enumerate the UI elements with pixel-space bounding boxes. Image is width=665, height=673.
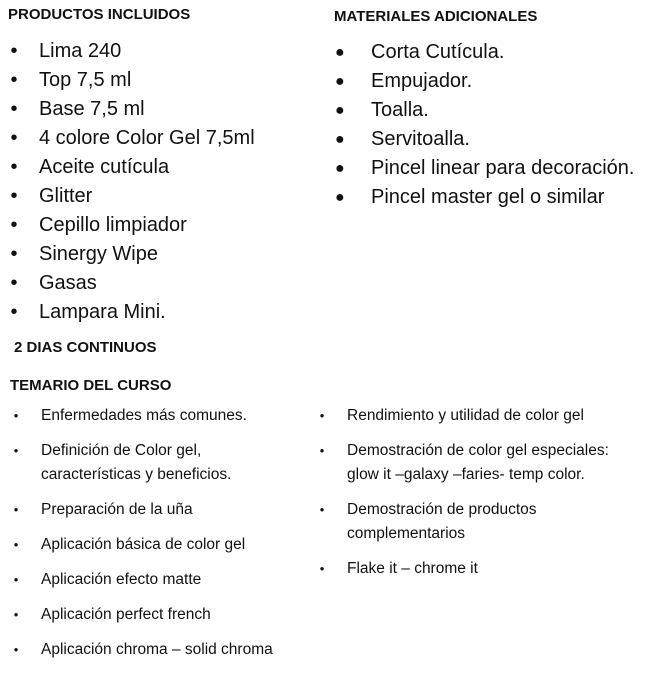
temario-item: Aplicación perfect french xyxy=(41,606,211,623)
bullet-icon: • xyxy=(13,443,19,458)
list-item xyxy=(9,182,255,211)
materiales-item: Toalla. xyxy=(371,99,429,121)
bullet-icon: • xyxy=(10,69,18,91)
list-item xyxy=(9,124,255,153)
temario-item: Demostración de color gel especiales: xyxy=(347,442,609,459)
materiales-item: Empujador. xyxy=(371,70,473,92)
list-item xyxy=(9,153,255,182)
list-item xyxy=(12,404,273,428)
list-item xyxy=(335,67,635,96)
productos-item: 4 colore Color Gel 7,5ml xyxy=(39,127,255,149)
list-item xyxy=(9,269,255,298)
list-item xyxy=(9,211,255,240)
materiales-item: Corta Cutícula. xyxy=(371,41,505,63)
bullet-icon: • xyxy=(319,502,325,517)
list-item xyxy=(12,498,273,522)
bullet-icon: • xyxy=(319,561,325,576)
list-item xyxy=(12,533,273,557)
temario-col1-list xyxy=(12,404,273,662)
productos-item: Sinergy Wipe xyxy=(39,243,158,265)
temario-item: Aplicación efecto matte xyxy=(41,571,202,588)
duracion-heading: 2 DIAS CONTINUOS xyxy=(14,339,157,356)
bullet-icon: • xyxy=(13,537,19,552)
bullet-icon: ● xyxy=(335,73,345,90)
list-item xyxy=(318,404,609,428)
productos-heading: PRODUCTOS INCLUIDOS xyxy=(8,6,191,23)
productos-item: Top 7,5 ml xyxy=(39,69,132,91)
temario-item-cont: características y beneficios. xyxy=(41,466,232,483)
bullet-icon: • xyxy=(13,642,19,657)
bullet-icon: ● xyxy=(335,44,345,61)
temario-item: Rendimiento y utilidad de color gel xyxy=(347,407,584,424)
temario-item: Demostración de productos xyxy=(347,501,537,518)
bullet-icon: • xyxy=(10,214,18,236)
bullet-icon: • xyxy=(10,272,18,294)
temario-item-cont: glow it –galaxy –faries- temp color. xyxy=(347,466,585,483)
temario-item: Enfermedades más comunes. xyxy=(41,407,247,424)
list-item xyxy=(9,37,255,66)
list-item xyxy=(318,439,609,487)
list-item xyxy=(318,557,609,581)
bullet-icon: • xyxy=(10,40,18,62)
list-item xyxy=(9,66,255,95)
temario-item: Aplicación chroma – solid chroma xyxy=(41,641,273,658)
temario-col2-list xyxy=(318,404,609,581)
bullet-icon: • xyxy=(13,408,19,423)
temario-item: Aplicación básica de color gel xyxy=(41,536,246,553)
temario-item: Preparación de la uña xyxy=(41,501,193,518)
list-item xyxy=(12,603,273,627)
productos-item: Base 7,5 ml xyxy=(39,98,145,120)
temario-item-cont: complementarios xyxy=(347,525,466,542)
productos-item: Gasas xyxy=(39,272,97,294)
temario-heading: TEMARIO DEL CURSO xyxy=(10,377,172,394)
list-item xyxy=(335,96,635,125)
list-item xyxy=(318,498,609,546)
list-item xyxy=(12,439,273,487)
productos-item: Aceite cutícula xyxy=(39,156,170,178)
bullet-icon: ● xyxy=(335,160,345,177)
bullet-icon: • xyxy=(10,243,18,265)
list-item xyxy=(335,38,635,67)
list-item xyxy=(9,298,255,327)
productos-item: Glitter xyxy=(39,185,93,207)
list-item xyxy=(335,183,635,212)
temario-item: Flake it – chrome it xyxy=(347,560,478,577)
productos-item: Lampara Mini. xyxy=(39,301,166,323)
list-item xyxy=(9,95,255,124)
materiales-item: Pincel linear para decoración. xyxy=(371,157,635,179)
list-item xyxy=(335,154,635,183)
bullet-icon: • xyxy=(13,572,19,587)
bullet-icon: • xyxy=(319,443,325,458)
productos-item: Lima 240 xyxy=(39,40,122,62)
bullet-icon: • xyxy=(10,127,18,149)
list-item xyxy=(9,240,255,269)
materiales-item: Pincel master gel o similar xyxy=(371,186,605,208)
materiales-item: Servitoalla. xyxy=(371,128,470,150)
bullet-icon: ● xyxy=(335,102,345,119)
bullet-icon: • xyxy=(10,98,18,120)
temario-item: Definición de Color gel, xyxy=(41,442,202,459)
bullet-icon: ● xyxy=(335,189,345,206)
list-item xyxy=(12,638,273,662)
bullet-icon: • xyxy=(13,607,19,622)
bullet-icon: • xyxy=(10,301,18,323)
bullet-icon: • xyxy=(10,156,18,178)
materiales-heading: MATERIALES ADICIONALES xyxy=(334,8,538,25)
list-item xyxy=(12,568,273,592)
materiales-list xyxy=(335,38,635,212)
productos-list xyxy=(9,37,255,327)
bullet-icon: • xyxy=(10,185,18,207)
productos-item: Cepillo limpiador xyxy=(39,214,187,236)
bullet-icon: ● xyxy=(335,131,345,148)
bullet-icon: • xyxy=(319,408,325,423)
list-item xyxy=(335,125,635,154)
bullet-icon: • xyxy=(13,502,19,517)
